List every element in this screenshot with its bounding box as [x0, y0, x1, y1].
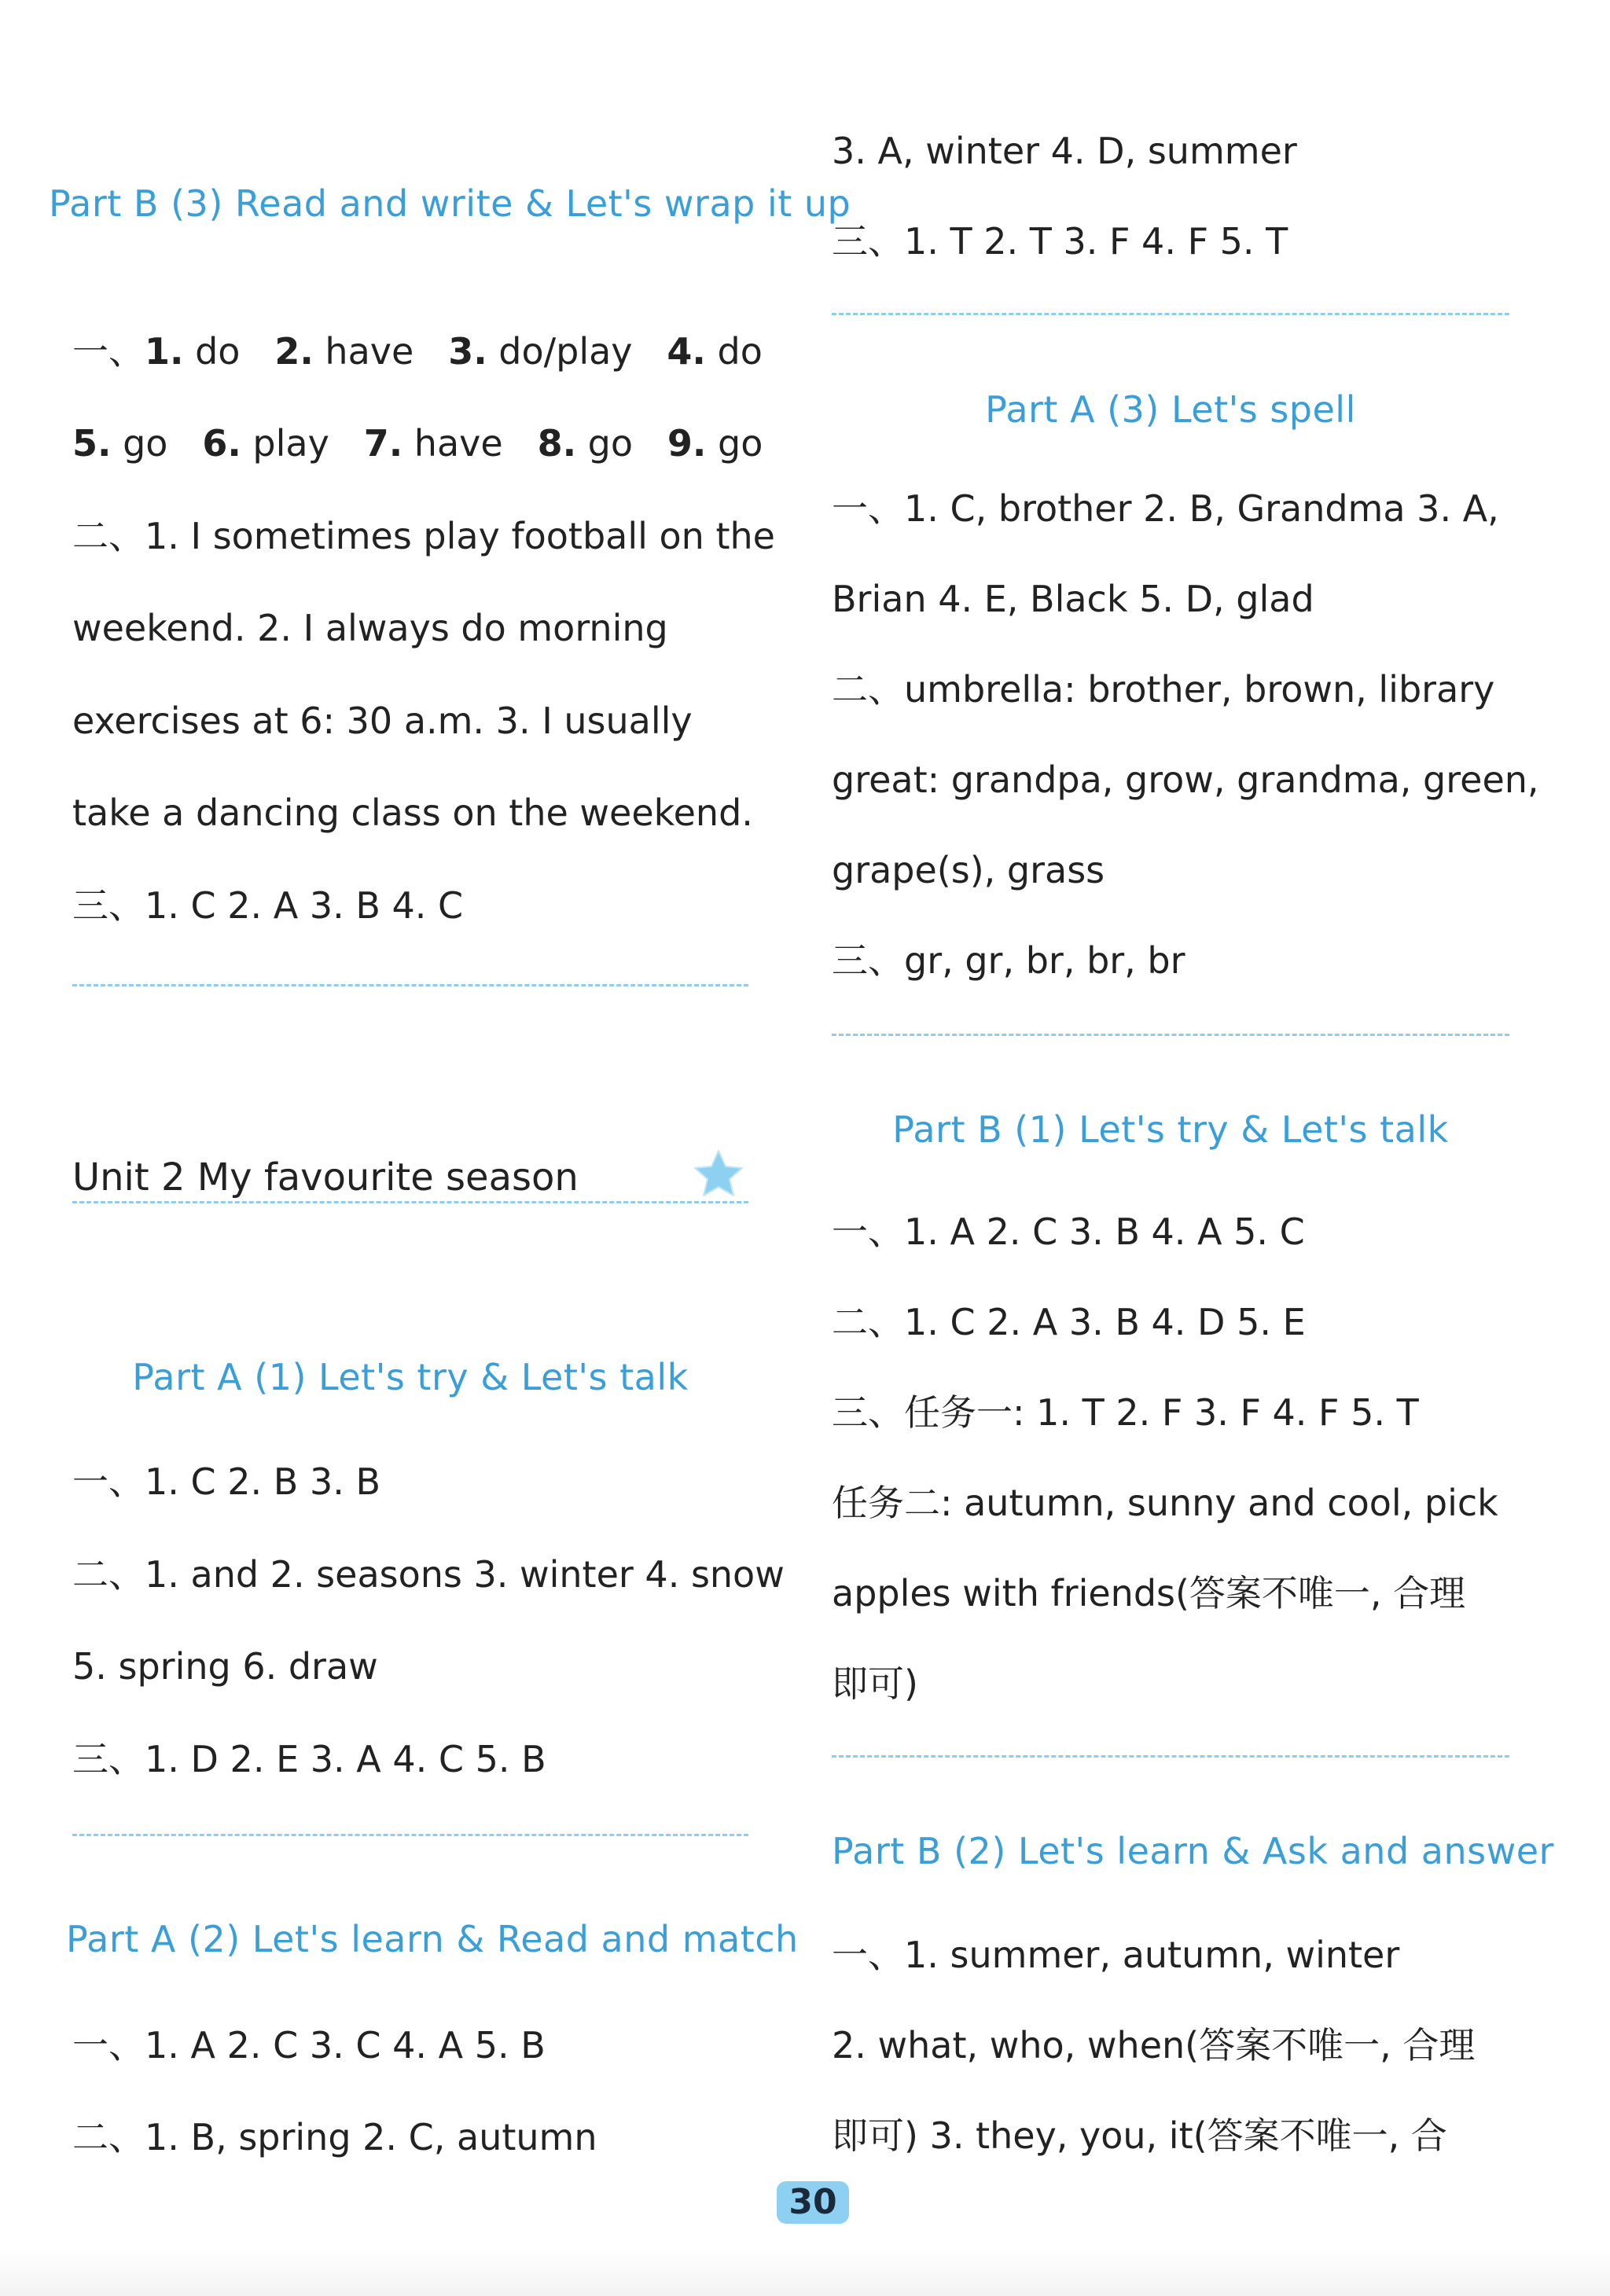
- answer-line: 一、1. do 2. have 3. do/play 4. do: [72, 330, 763, 373]
- answer-line: 5. go 6. play 7. have 8. go 9. go: [72, 422, 763, 465]
- answer-line: take a dancing class on the weekend.: [72, 792, 753, 834]
- answer-line: apples with friends(答案不唯一, 合理: [832, 1572, 1466, 1615]
- answer-line: 二、1. B, spring 2. C, autumn: [72, 2116, 597, 2158]
- answer-line: grape(s), grass: [832, 849, 1105, 891]
- answer-line: 二、1. I sometimes play football on the: [72, 515, 775, 557]
- page-number: 30: [777, 2181, 849, 2224]
- answer-line: 一、1. C, brother 2. B, Grandma 3. A,: [832, 487, 1499, 530]
- section-divider: [72, 984, 748, 986]
- star-icon: [693, 1149, 744, 1198]
- answer-line: 一、1. C 2. B 3. B: [72, 1460, 381, 1503]
- answer-line: 5. spring 6. draw: [72, 1645, 378, 1688]
- section-divider: [832, 313, 1509, 315]
- section-divider: [72, 1834, 748, 1836]
- section-divider: [832, 1034, 1509, 1036]
- section-heading-part-a2: Part A (2) Let's learn & Read and match: [66, 1918, 799, 1960]
- bottom-edge-shade: [0, 2248, 1610, 2296]
- answer-line: 三、1. T 2. T 3. F 4. F 5. T: [832, 220, 1288, 263]
- answer-line: 三、1. D 2. E 3. A 4. C 5. B: [72, 1738, 546, 1780]
- unit-title-underline: [72, 1201, 748, 1203]
- section-divider: [832, 1755, 1509, 1758]
- answer-line: 二、umbrella: brother, brown, library: [832, 668, 1495, 711]
- answer-line: great: grandpa, grow, grandma, green,: [832, 759, 1539, 801]
- answer-line: 2. what, who, when(答案不唯一, 合理: [832, 2024, 1476, 2066]
- section-heading-part-b1: Part B (1) Let's try & Let's talk: [892, 1108, 1449, 1151]
- answer-line: 二、1. and 2. seasons 3. winter 4. snow: [72, 1553, 785, 1596]
- answer-line: 一、1. summer, autumn, winter: [832, 1934, 1400, 1976]
- answer-line: weekend. 2. I always do morning: [72, 607, 668, 649]
- section-heading-part-b2: Part B (2) Let's learn & Ask and answer: [832, 1830, 1554, 1872]
- answer-line: 三、1. C 2. A 3. B 4. C: [72, 884, 464, 927]
- answer-line: 三、gr, gr, br, br, br: [832, 939, 1185, 982]
- answer-line: 即可) 3. they, you, it(答案不唯一, 合: [832, 2114, 1447, 2157]
- answer-line: 即可): [832, 1662, 918, 1705]
- answer-line: 3. A, winter 4. D, summer: [832, 130, 1297, 172]
- section-heading-part-a3: Part A (3) Let's spell: [985, 388, 1356, 431]
- answer-line: Brian 4. E, Black 5. D, glad: [832, 578, 1314, 620]
- answer-line: 一、1. A 2. C 3. B 4. A 5. C: [832, 1210, 1305, 1253]
- answer-line: 任务二: autumn, sunny and cool, pick: [832, 1482, 1498, 1524]
- answer-line: 一、1. A 2. C 3. C 4. A 5. B: [72, 2024, 546, 2066]
- section-heading-part-b3: Part B (3) Read and write & Let's wrap it up: [49, 182, 851, 225]
- answer-line: 三、任务一: 1. T 2. F 3. F 4. F 5. T: [832, 1391, 1419, 1434]
- answer-line: exercises at 6: 30 a.m. 3. I usually: [72, 700, 693, 742]
- section-heading-part-a1: Part A (1) Let's try & Let's talk: [132, 1356, 689, 1398]
- unit-title: Unit 2 My favourite season: [72, 1155, 579, 1199]
- answer-line: 二、1. C 2. A 3. B 4. D 5. E: [832, 1301, 1306, 1343]
